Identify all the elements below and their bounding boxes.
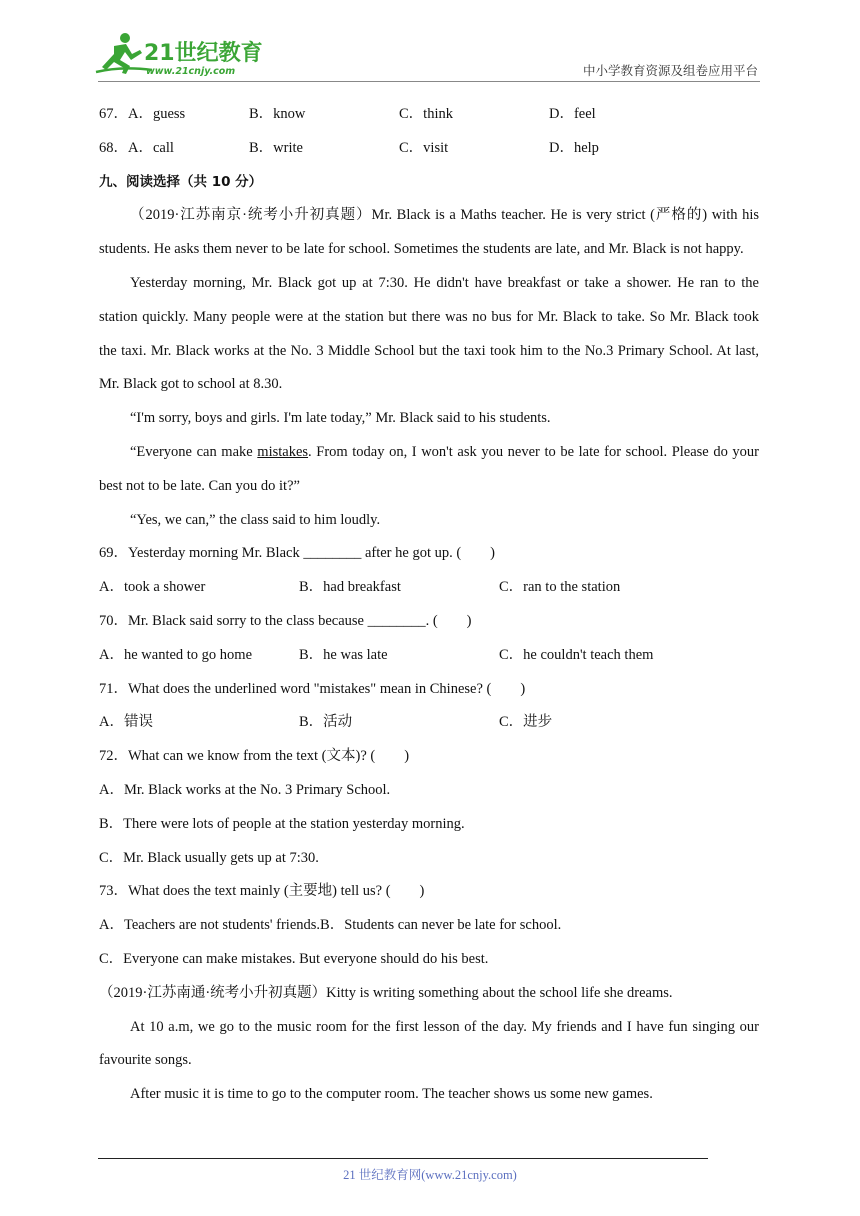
q68-option-d: D．help (549, 139, 599, 156)
passage1-paragraph-4: “Everyone can make mistakes. From today on, I won't ask you never to be late for school. Please do your best not to be late. Can you do it?” (99, 443, 760, 494)
q67-option-d: D．feel (549, 106, 596, 122)
passage2-intro: （2019·江苏南通·统考小升初真题）Kitty is writing something about the school life she dreams. (99, 984, 673, 1001)
q68-option-b: B．write (249, 139, 303, 156)
question-72-stem: 72．What can we know from the text (文本)? ( ) (99, 748, 410, 765)
q69-option-a: A．took a shower (99, 579, 206, 596)
header-tagline: 中小学教育资源及组卷应用平台 (582, 63, 758, 78)
q72-option-b: B．There were lots of people at the station yesterday morning. (99, 815, 465, 832)
q72-option-c: C．Mr. Black usually gets up at 7:30. (99, 849, 319, 866)
question-71-options (99, 706, 759, 740)
passage2-paragraph-2: After music it is time to go to the computer room. The teacher shows us some new games. (130, 1086, 653, 1103)
question-73-stem: 73．What does the text mainly (主要地) tell us? ( ) (99, 883, 425, 900)
question-70-options (99, 639, 759, 673)
question-69-stem: 69．Yesterday morning Mr. Black ________ after he got up. ( ) (99, 545, 496, 562)
question-68 (99, 132, 759, 166)
passage1-paragraph-2: Yesterday morning, Mr. Black got up at 7:30. He didn't have breakfast or take a shower. He ran to the station quickly. Many people were at the station but there was no bus for Mr. Black to take. So Mr. Black took the taxi. Mr. Black works at the No. 3 Middle School but the taxi took him to the No.3 Primary School. At last, Mr. Black got to school at 8.30. (99, 274, 759, 393)
q73-option-ab: A．Teachers are not students' friends.B．Students can never be late for school. (99, 917, 562, 934)
q67-option-c: C．think (399, 106, 453, 122)
question-71-stem: 71．What does the underlined word "mistakes" mean in Chinese? ( ) (99, 680, 526, 697)
q68-option-a: 68．A．call (99, 139, 174, 156)
q71-option-a: A．错误 (99, 714, 153, 731)
q72-option-a: A．Mr. Black works at the No. 3 Primary School. (99, 781, 391, 798)
question-67 (99, 98, 759, 132)
q70-option-b: B．he was late (299, 646, 388, 663)
q73-option-c: C．Everyone can make mistakes. But everyone should do his best. (99, 950, 489, 967)
logo-text: 21世纪教育 (144, 41, 263, 66)
passage1-paragraph-3: “I'm sorry, boys and girls. I'm late today,” Mr. Black said to his students. (130, 410, 551, 427)
page-header (0, 0, 860, 90)
header-divider (98, 81, 760, 82)
passage1-paragraph-1: （2019·江苏南京·统考小升初真题）Mr. Black is a Maths teacher. He is very strict (严格的) with his students. He asks them never to be late for school. Sometimes the students are late, and Mr. Black is not happy. (99, 207, 759, 258)
site-logo (92, 30, 267, 80)
page-footer: 21 世纪教育网(www.21cnjy.com) (343, 1168, 517, 1182)
document-body (99, 98, 759, 1112)
q67-option-b: B．know (249, 106, 306, 122)
question-70-stem: 70．Mr. Black said sorry to the class because ________. ( ) (99, 612, 472, 629)
q71-option-c: C．进步 (499, 714, 553, 731)
q70-option-a: A．he wanted to go home (99, 646, 253, 663)
section-title: 九、阅读选择（共 10 分） (99, 173, 263, 190)
q68-option-c: C．visit (399, 139, 449, 156)
underlined-word: mistakes (257, 443, 309, 460)
logo-url: www.21cnjy.com (146, 66, 236, 77)
q69-option-b: B．had breakfast (299, 579, 401, 596)
q70-option-c: C．he couldn't teach them (499, 646, 654, 663)
q69-option-c: C．ran to the station (499, 579, 621, 596)
footer-divider (98, 1158, 708, 1159)
passage2-paragraph-1: At 10 a.m, we go to the music room for the first lesson of the day. My friends and I have fun singing our favourite songs. (99, 1018, 759, 1069)
question-69-options (99, 571, 759, 605)
q71-option-b: B．活动 (299, 714, 353, 731)
passage1-paragraph-5: “Yes, we can,” the class said to him loudly. (130, 511, 381, 528)
q67-option-a: 67．A．guess (99, 106, 186, 122)
